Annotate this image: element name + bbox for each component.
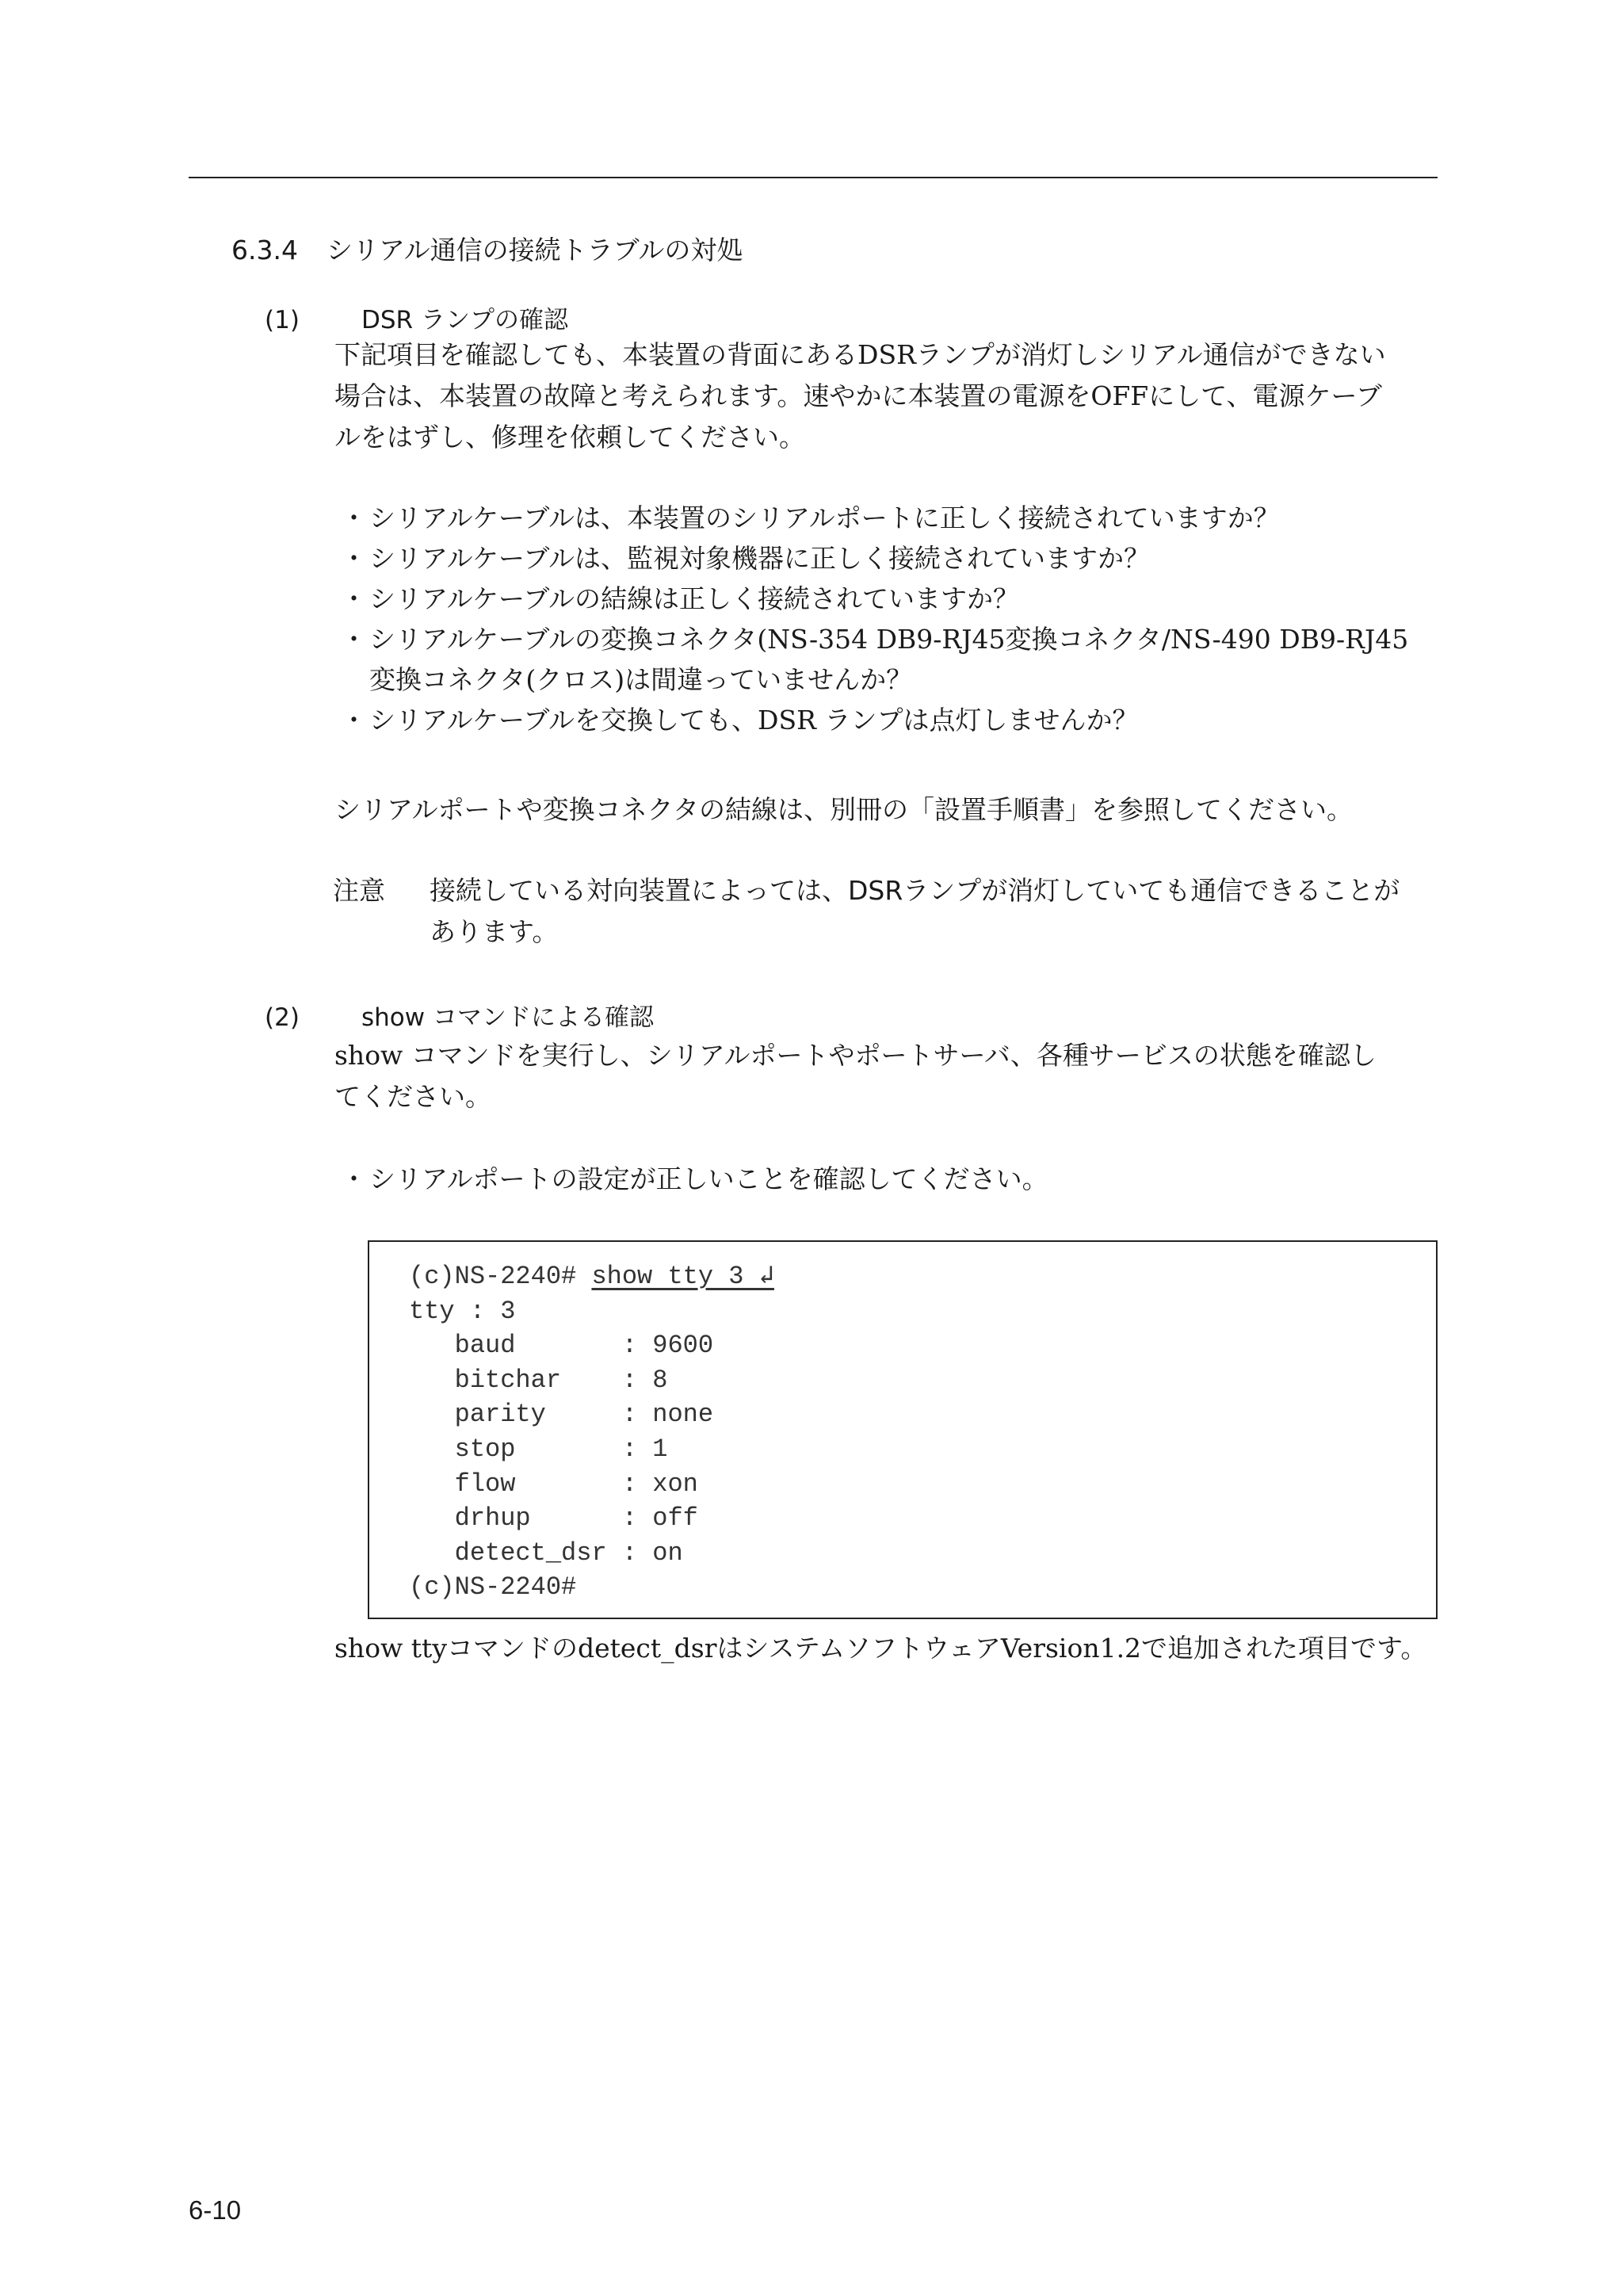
terminal-line: parity : none xyxy=(409,1400,714,1430)
list-item xyxy=(341,1159,1048,1196)
terminal-line: baud : 9600 xyxy=(409,1331,714,1361)
caution-label: 注意 xyxy=(333,875,385,906)
body-line: てください。 xyxy=(334,1081,491,1112)
terminal-command-line xyxy=(409,1259,774,1294)
subsection-1-body xyxy=(334,334,1386,458)
caution-text xyxy=(430,870,1400,953)
list-item-text: シリアルケーブルを交換しても、DSR ランプは点灯しませんか？ xyxy=(369,705,1139,735)
list-item xyxy=(341,700,1408,740)
subsection-2-heading xyxy=(265,997,654,1033)
list-item xyxy=(341,498,1408,538)
subsection-1-heading xyxy=(265,300,568,335)
terminal-output-box xyxy=(368,1240,1438,1619)
list-item xyxy=(341,619,1408,700)
subsection-1-number: (1) xyxy=(265,306,300,334)
terminal-command: show tty 3 ↲ xyxy=(591,1262,774,1291)
terminal-line: flow : xon xyxy=(409,1469,698,1499)
bullet-mark: ・ xyxy=(341,705,367,735)
check-list xyxy=(341,498,1408,740)
reference-note-after: 」を参照してください。 xyxy=(1065,794,1354,825)
bullet-mark: ・ xyxy=(341,543,367,574)
terminal-line: drhup : off xyxy=(409,1503,698,1534)
bullet-mark: ・ xyxy=(341,502,367,533)
caution-line: あります。 xyxy=(430,916,559,947)
list-item-text: シリアルケーブルの変換コネクタ(NS-354 DB9-RJ45変換コネクタ/NS-490 DB9-RJ45 xyxy=(369,624,1409,655)
bullet-mark: ・ xyxy=(341,1163,367,1194)
subsection-2-title: show コマンドによる確認 xyxy=(361,1003,654,1032)
section-title: シリアル通信の接続トラブルの対処 xyxy=(327,235,743,266)
section-heading xyxy=(231,230,743,267)
terminal-line: tty : 3 xyxy=(409,1296,516,1326)
subsection-1-title: DSR ランプの確認 xyxy=(361,306,568,334)
list-item-text: シリアルポートの設定が正しいことを確認してください。 xyxy=(369,1163,1048,1194)
body-line: ルをはずし、修理を依頼してください。 xyxy=(334,422,805,453)
manual-title: 設置手順書 xyxy=(934,794,1066,825)
terminal-line: stop : 1 xyxy=(409,1434,668,1464)
list-item-text: シリアルケーブルは、監視対象機器に正しく接続されていますか？ xyxy=(369,543,1151,574)
header-rule xyxy=(189,177,1438,178)
reference-note xyxy=(334,789,1353,827)
subsection-2-body xyxy=(334,1035,1377,1117)
bullet-mark: ・ xyxy=(341,624,367,655)
reference-note-before: シリアルポートや変換コネクタの結線は、別冊の「 xyxy=(334,794,935,825)
footnote: show ttyコマンドのdetect_dsrはシステムソフトウェアVersion1.2で追加された項目です。 xyxy=(334,1633,1427,1664)
caution-line: 接続している対向装置によっては、DSRランプが消灯していても通信できることが xyxy=(430,875,1400,906)
list-item xyxy=(341,579,1408,619)
bullet-mark: ・ xyxy=(341,583,367,614)
body-line: show コマンドを実行し、シリアルポートやポートサーバ、各種サービスの状態を確認し xyxy=(334,1040,1377,1071)
terminal-prompt: (c)NS-2240# xyxy=(409,1262,592,1291)
subsection-2-number: (2) xyxy=(265,1003,300,1032)
list-item-text: シリアルケーブルの結線は正しく接続されていますか？ xyxy=(369,583,1020,614)
list-item-text: シリアルケーブルは、本装置のシリアルポートに正しく接続されていますか？ xyxy=(369,502,1280,533)
body-line: 下記項目を確認しても、本装置の背面にあるDSRランプが消灯しシリアル通信ができない xyxy=(334,339,1386,370)
section-number: 6.3.4 xyxy=(231,235,298,266)
terminal-line: detect_dsr : on xyxy=(409,1538,683,1568)
list-item-continuation: 変換コネクタ(クロス)は間違っていませんか？ xyxy=(369,664,913,695)
page-number: 6-10 xyxy=(189,2195,242,2225)
terminal-line: (c)NS-2240# xyxy=(409,1572,577,1603)
caution-note xyxy=(333,870,1400,953)
list-item xyxy=(341,538,1408,579)
terminal-output xyxy=(409,1259,774,1605)
terminal-line: bitchar : 8 xyxy=(409,1365,668,1395)
body-line: 場合は、本装置の故障と考えられます。速やかに本装置の電源をOFFにして、電源ケーブ xyxy=(334,380,1382,411)
